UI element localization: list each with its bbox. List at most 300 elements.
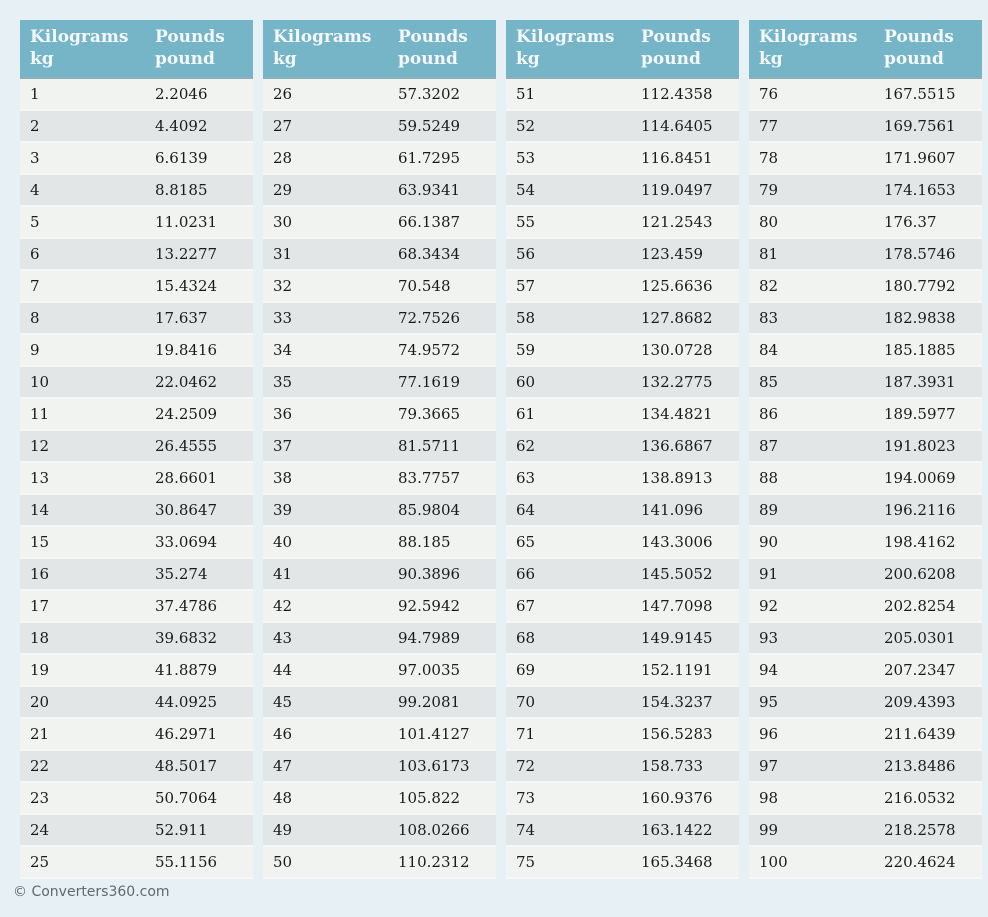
kg-value: 38 xyxy=(273,469,293,487)
pounds-value: 108.0266 xyxy=(398,821,470,839)
table-row xyxy=(749,335,982,367)
conversion-table-51-75 xyxy=(506,20,739,879)
kg-value: 37 xyxy=(273,437,293,455)
conversion-table-76-100 xyxy=(749,20,982,879)
kg-value: 53 xyxy=(516,149,536,167)
table-row xyxy=(506,175,739,207)
table-row xyxy=(20,495,253,527)
kg-value: 95 xyxy=(759,693,779,711)
pounds-value: 134.4821 xyxy=(641,405,713,423)
kg-value: 26 xyxy=(273,85,293,103)
kg-value: 62 xyxy=(516,437,536,455)
pounds-value: 110.2312 xyxy=(398,853,470,871)
pounds-value: 22.0462 xyxy=(155,373,218,391)
table-row xyxy=(506,783,739,815)
kg-value: 63 xyxy=(516,469,536,487)
kg-value: 21 xyxy=(30,725,50,743)
table-body xyxy=(263,79,496,879)
kg-value: 85 xyxy=(759,373,779,391)
kg-value: 4 xyxy=(30,181,40,199)
table-row xyxy=(20,847,253,879)
pounds-value: 39.6832 xyxy=(155,629,218,647)
pounds-header-line1: Pounds xyxy=(155,27,225,47)
kg-value: 80 xyxy=(759,213,779,231)
table-row xyxy=(20,559,253,591)
kg-value: 19 xyxy=(30,661,50,679)
kg-value: 91 xyxy=(759,565,779,583)
kg-value: 65 xyxy=(516,533,536,551)
pounds-value: 165.3468 xyxy=(641,853,713,871)
table-row xyxy=(263,719,496,751)
kg-value: 47 xyxy=(273,757,293,775)
pounds-value: 52.911 xyxy=(155,821,208,839)
table-row xyxy=(263,527,496,559)
pounds-value: 6.6139 xyxy=(155,149,208,167)
pounds-value: 112.4358 xyxy=(641,85,713,103)
pounds-value: 216.0532 xyxy=(884,789,956,807)
table-row xyxy=(20,271,253,303)
pounds-value: 143.3006 xyxy=(641,533,713,551)
table-row xyxy=(20,655,253,687)
table-row xyxy=(506,495,739,527)
pounds-value: 147.7098 xyxy=(641,597,713,615)
pounds-value: 178.5746 xyxy=(884,245,956,263)
pounds-value: 2.2046 xyxy=(155,85,208,103)
table-row xyxy=(506,623,739,655)
table-row xyxy=(749,527,982,559)
pounds-value: 41.8879 xyxy=(155,661,218,679)
kg-value: 28 xyxy=(273,149,293,167)
pounds-header-line1: Pounds xyxy=(641,27,711,47)
kg-value: 48 xyxy=(273,789,293,807)
kg-value: 78 xyxy=(759,149,779,167)
table-body xyxy=(749,79,982,879)
table-row xyxy=(749,751,982,783)
kg-value: 56 xyxy=(516,245,536,263)
table-row xyxy=(263,591,496,623)
pounds-value: 44.0925 xyxy=(155,693,218,711)
pounds-value: 4.4092 xyxy=(155,117,208,135)
table-row xyxy=(749,719,982,751)
table-row xyxy=(20,815,253,847)
kilograms-header-line2: kg xyxy=(759,49,783,69)
pounds-value: 61.7295 xyxy=(398,149,461,167)
table-row xyxy=(506,367,739,399)
pounds-header-line1: Pounds xyxy=(884,27,954,47)
table-row xyxy=(263,271,496,303)
kg-value: 30 xyxy=(273,213,293,231)
kg-value: 86 xyxy=(759,405,779,423)
pounds-value: 167.5515 xyxy=(884,85,956,103)
kilograms-header-line1: Kilograms xyxy=(273,27,372,47)
pounds-value: 205.0301 xyxy=(884,629,956,647)
pounds-value: 149.9145 xyxy=(641,629,713,647)
pounds-value: 83.7757 xyxy=(398,469,461,487)
table-row xyxy=(506,719,739,751)
table-row xyxy=(506,655,739,687)
pounds-value: 156.5283 xyxy=(641,725,713,743)
table-row xyxy=(749,431,982,463)
pounds-value: 174.1653 xyxy=(884,181,956,199)
conversion-table-26-50 xyxy=(263,20,496,879)
kilograms-header-line1: Kilograms xyxy=(30,27,129,47)
pounds-value: 160.9376 xyxy=(641,789,713,807)
pounds-value: 88.185 xyxy=(398,533,451,551)
pounds-value: 92.5942 xyxy=(398,597,461,615)
pounds-value: 57.3202 xyxy=(398,85,461,103)
table-row xyxy=(506,463,739,495)
pounds-value: 17.637 xyxy=(155,309,208,327)
pounds-value: 116.8451 xyxy=(641,149,713,167)
table-row xyxy=(506,303,739,335)
pounds-value: 97.0035 xyxy=(398,661,461,679)
kg-value: 61 xyxy=(516,405,536,423)
kg-value: 73 xyxy=(516,789,536,807)
kg-value: 55 xyxy=(516,213,536,231)
table-row xyxy=(263,239,496,271)
kg-value: 24 xyxy=(30,821,50,839)
table-header xyxy=(749,20,982,79)
kg-value: 68 xyxy=(516,629,536,647)
table-row xyxy=(749,143,982,175)
pounds-value: 19.8416 xyxy=(155,341,218,359)
kg-value: 96 xyxy=(759,725,779,743)
pounds-value: 103.6173 xyxy=(398,757,470,775)
pounds-value: 79.3665 xyxy=(398,405,461,423)
table-row xyxy=(20,719,253,751)
table-row xyxy=(263,751,496,783)
pounds-value: 121.2543 xyxy=(641,213,713,231)
pounds-value: 158.733 xyxy=(641,757,704,775)
pounds-value: 114.6405 xyxy=(641,117,713,135)
table-row xyxy=(20,431,253,463)
pounds-value: 28.6601 xyxy=(155,469,218,487)
table-row xyxy=(263,623,496,655)
pounds-value: 13.2277 xyxy=(155,245,218,263)
table-row xyxy=(506,815,739,847)
kg-value: 90 xyxy=(759,533,779,551)
kg-value: 6 xyxy=(30,245,40,263)
pounds-column-header xyxy=(398,26,496,70)
table-row xyxy=(749,815,982,847)
table-row xyxy=(506,79,739,111)
kg-value: 57 xyxy=(516,277,536,295)
table-row xyxy=(20,207,253,239)
kg-value: 70 xyxy=(516,693,536,711)
kg-value: 32 xyxy=(273,277,293,295)
table-row xyxy=(263,463,496,495)
table-row xyxy=(20,143,253,175)
kg-value: 75 xyxy=(516,853,536,871)
kg-value: 93 xyxy=(759,629,779,647)
table-row xyxy=(20,335,253,367)
kg-value: 8 xyxy=(30,309,40,327)
kilograms-header-line1: Kilograms xyxy=(759,27,858,47)
kg-value: 83 xyxy=(759,309,779,327)
pounds-value: 11.0231 xyxy=(155,213,218,231)
pounds-value: 59.5249 xyxy=(398,117,461,135)
table-row xyxy=(749,303,982,335)
kg-value: 87 xyxy=(759,437,779,455)
kg-value: 44 xyxy=(273,661,293,679)
table-row xyxy=(20,751,253,783)
table-row xyxy=(20,175,253,207)
pounds-value: 138.8913 xyxy=(641,469,713,487)
pounds-header-line1: Pounds xyxy=(398,27,468,47)
kg-value: 27 xyxy=(273,117,293,135)
pounds-value: 63.9341 xyxy=(398,181,461,199)
pounds-value: 99.2081 xyxy=(398,693,461,711)
pounds-value: 218.2578 xyxy=(884,821,956,839)
pounds-value: 211.6439 xyxy=(884,725,956,743)
pounds-header-line2: pound xyxy=(884,49,944,69)
kg-value: 98 xyxy=(759,789,779,807)
table-row xyxy=(506,431,739,463)
kg-value: 100 xyxy=(759,853,788,871)
kg-value: 3 xyxy=(30,149,40,167)
pounds-value: 74.9572 xyxy=(398,341,461,359)
pounds-value: 191.8023 xyxy=(884,437,956,455)
kg-value: 40 xyxy=(273,533,293,551)
pounds-value: 180.7792 xyxy=(884,277,956,295)
kg-value: 97 xyxy=(759,757,779,775)
pounds-value: 130.0728 xyxy=(641,341,713,359)
pounds-value: 72.7526 xyxy=(398,309,461,327)
pounds-value: 77.1619 xyxy=(398,373,461,391)
pounds-value: 35.274 xyxy=(155,565,208,583)
kilograms-header-line2: kg xyxy=(516,49,540,69)
table-row xyxy=(20,687,253,719)
kg-value: 79 xyxy=(759,181,779,199)
table-row xyxy=(263,335,496,367)
table-row xyxy=(749,175,982,207)
pounds-value: 209.4393 xyxy=(884,693,956,711)
kg-value: 66 xyxy=(516,565,536,583)
table-row xyxy=(749,463,982,495)
table-row xyxy=(20,463,253,495)
table-row xyxy=(749,239,982,271)
kg-value: 39 xyxy=(273,501,293,519)
kg-value: 71 xyxy=(516,725,536,743)
table-row xyxy=(506,111,739,143)
table-row xyxy=(506,143,739,175)
kg-value: 11 xyxy=(30,405,50,423)
table-row xyxy=(749,271,982,303)
pounds-value: 145.5052 xyxy=(641,565,713,583)
kg-value: 16 xyxy=(30,565,50,583)
kg-value: 29 xyxy=(273,181,293,199)
table-row xyxy=(506,527,739,559)
kg-value: 12 xyxy=(30,437,50,455)
table-row xyxy=(263,399,496,431)
pounds-value: 220.4624 xyxy=(884,853,956,871)
table-row xyxy=(263,847,496,879)
pounds-value: 48.5017 xyxy=(155,757,218,775)
kg-value: 82 xyxy=(759,277,779,295)
table-row xyxy=(20,527,253,559)
table-row xyxy=(749,111,982,143)
pounds-value: 26.4555 xyxy=(155,437,218,455)
table-row xyxy=(263,367,496,399)
kg-value: 1 xyxy=(30,85,40,103)
pounds-column-header xyxy=(155,26,253,70)
kg-value: 84 xyxy=(759,341,779,359)
table-row xyxy=(263,303,496,335)
kg-value: 33 xyxy=(273,309,293,327)
pounds-value: 37.4786 xyxy=(155,597,218,615)
pounds-value: 163.1422 xyxy=(641,821,713,839)
table-body xyxy=(506,79,739,879)
pounds-value: 127.8682 xyxy=(641,309,713,327)
kg-value: 20 xyxy=(30,693,50,711)
kg-value: 7 xyxy=(30,277,40,295)
kg-value: 49 xyxy=(273,821,293,839)
kg-value: 13 xyxy=(30,469,50,487)
table-row xyxy=(506,399,739,431)
copyright-footer: © Converters360.com xyxy=(13,884,170,900)
table-row xyxy=(20,79,253,111)
pounds-value: 15.4324 xyxy=(155,277,218,295)
table-row xyxy=(20,111,253,143)
kg-value: 17 xyxy=(30,597,50,615)
pounds-value: 141.096 xyxy=(641,501,704,519)
kg-value: 34 xyxy=(273,341,293,359)
table-row xyxy=(749,783,982,815)
pounds-value: 68.3434 xyxy=(398,245,461,263)
pounds-header-line2: pound xyxy=(398,49,458,69)
table-row xyxy=(263,495,496,527)
pounds-value: 66.1387 xyxy=(398,213,461,231)
table-row xyxy=(506,847,739,879)
table-row xyxy=(20,783,253,815)
table-row xyxy=(20,623,253,655)
pounds-value: 125.6636 xyxy=(641,277,713,295)
table-row xyxy=(263,143,496,175)
kg-value: 72 xyxy=(516,757,536,775)
kg-value: 5 xyxy=(30,213,40,231)
table-header xyxy=(263,20,496,79)
table-header xyxy=(506,20,739,79)
pounds-value: 8.8185 xyxy=(155,181,208,199)
kg-value: 77 xyxy=(759,117,779,135)
pounds-value: 55.1156 xyxy=(155,853,218,871)
kg-value: 59 xyxy=(516,341,536,359)
table-row xyxy=(749,495,982,527)
table-row xyxy=(506,271,739,303)
table-row xyxy=(749,687,982,719)
pounds-value: 90.3896 xyxy=(398,565,461,583)
pounds-value: 196.2116 xyxy=(884,501,956,519)
kg-value: 88 xyxy=(759,469,779,487)
table-row xyxy=(749,591,982,623)
table-row xyxy=(263,79,496,111)
kg-value: 9 xyxy=(30,341,40,359)
table-row xyxy=(749,399,982,431)
pounds-value: 176.37 xyxy=(884,213,937,231)
table-row xyxy=(749,79,982,111)
kg-value: 60 xyxy=(516,373,536,391)
table-row xyxy=(263,655,496,687)
kg-value: 74 xyxy=(516,821,536,839)
kilograms-column-header xyxy=(263,26,398,70)
table-row xyxy=(749,559,982,591)
pounds-value: 46.2971 xyxy=(155,725,218,743)
kg-value: 10 xyxy=(30,373,50,391)
kilograms-column-header xyxy=(749,26,884,70)
kg-value: 92 xyxy=(759,597,779,615)
table-row xyxy=(749,367,982,399)
conversion-table-1-25 xyxy=(20,20,253,879)
pounds-value: 85.9804 xyxy=(398,501,461,519)
kg-value: 51 xyxy=(516,85,536,103)
kg-value: 35 xyxy=(273,373,293,391)
kg-value: 43 xyxy=(273,629,293,647)
kg-value: 52 xyxy=(516,117,536,135)
table-row xyxy=(263,431,496,463)
pounds-value: 185.1885 xyxy=(884,341,956,359)
kg-value: 45 xyxy=(273,693,293,711)
pounds-value: 154.3237 xyxy=(641,693,713,711)
table-row xyxy=(263,783,496,815)
pounds-value: 198.4162 xyxy=(884,533,956,551)
table-row xyxy=(20,303,253,335)
kg-value: 15 xyxy=(30,533,50,551)
kg-value: 2 xyxy=(30,117,40,135)
kilograms-header-line1: Kilograms xyxy=(516,27,615,47)
pounds-value: 200.6208 xyxy=(884,565,956,583)
table-row xyxy=(20,591,253,623)
table-row xyxy=(506,687,739,719)
kg-value: 23 xyxy=(30,789,50,807)
table-row xyxy=(749,207,982,239)
pounds-value: 24.2509 xyxy=(155,405,218,423)
kg-value: 41 xyxy=(273,565,293,583)
table-row xyxy=(749,655,982,687)
pounds-value: 194.0069 xyxy=(884,469,956,487)
pounds-value: 132.2775 xyxy=(641,373,713,391)
kg-value: 94 xyxy=(759,661,779,679)
kg-value: 54 xyxy=(516,181,536,199)
pounds-value: 182.9838 xyxy=(884,309,956,327)
pounds-value: 33.0694 xyxy=(155,533,218,551)
pounds-value: 207.2347 xyxy=(884,661,956,679)
table-row xyxy=(263,687,496,719)
table-row xyxy=(506,591,739,623)
pounds-column-header xyxy=(641,26,739,70)
pounds-value: 169.7561 xyxy=(884,117,956,135)
table-row xyxy=(749,623,982,655)
kg-value: 58 xyxy=(516,309,536,327)
kg-value: 50 xyxy=(273,853,293,871)
table-row xyxy=(506,207,739,239)
pounds-header-line2: pound xyxy=(641,49,701,69)
kilograms-column-header xyxy=(20,26,155,70)
kg-value: 46 xyxy=(273,725,293,743)
kg-value: 31 xyxy=(273,245,293,263)
pounds-value: 152.1191 xyxy=(641,661,713,679)
table-row xyxy=(263,111,496,143)
kg-value: 18 xyxy=(30,629,50,647)
table-row xyxy=(20,399,253,431)
pounds-value: 105.822 xyxy=(398,789,461,807)
pounds-value: 189.5977 xyxy=(884,405,956,423)
table-row xyxy=(506,559,739,591)
kg-value: 36 xyxy=(273,405,293,423)
pounds-value: 94.7989 xyxy=(398,629,461,647)
kg-value: 67 xyxy=(516,597,536,615)
kilograms-header-line2: kg xyxy=(30,49,54,69)
pounds-value: 50.7064 xyxy=(155,789,218,807)
